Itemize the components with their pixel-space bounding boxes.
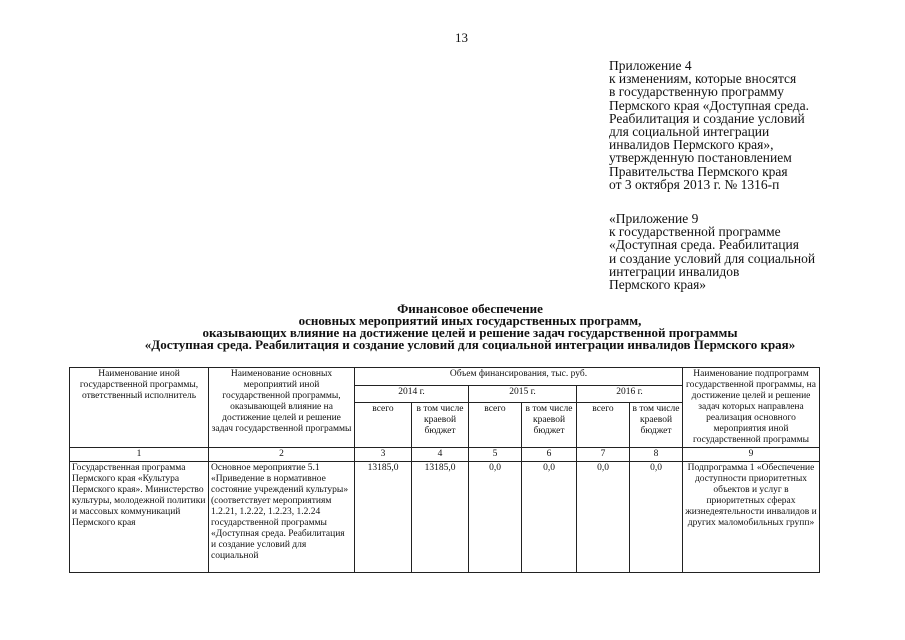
appendix-4-line: Реабилитация и создание условий bbox=[609, 110, 805, 126]
header-regional: в том числе краевой бюджет bbox=[522, 403, 577, 448]
column-number: 5 bbox=[469, 448, 522, 462]
appendix-4-header bbox=[609, 59, 809, 191]
financing-table bbox=[69, 367, 820, 573]
header-year-2014: 2014 г. bbox=[355, 385, 469, 403]
appendix-4-line: Правительства Пермского края bbox=[609, 163, 788, 179]
appendix-4-line: для социальной интеграции bbox=[609, 124, 770, 140]
page-number: 13 bbox=[455, 30, 468, 45]
cell-program: Государственная программа Пермского края «Культура Пермского края». Министерство культуры, молодежной политики и массовых коммуникаций Пермского края bbox=[70, 462, 209, 573]
header-total: всего bbox=[577, 403, 630, 448]
column-number: 7 bbox=[577, 448, 630, 462]
appendix-9-line: Пермского края» bbox=[609, 277, 707, 293]
cell-measure: Основное мероприятие 5.1 «Приведение в нормативное состояние учреждений культуры» (соответствует мероприятиям 1.2.21, 1.2.22, 1.2.23, 1.2.24 государственной программы «Доступная среда. Реабилитация и создание условий для социальной bbox=[209, 462, 355, 573]
appendix-4-line: Пермского края «Доступная среда. bbox=[609, 97, 809, 113]
appendix-9-line: интеграции инвалидов bbox=[609, 263, 740, 279]
appendix-4-line: в государственную программу bbox=[609, 84, 785, 100]
header-measure-name: Наименование основных мероприятий иной государственной программы, оказывающей влияние на достижение целей и решение задач государственной программы bbox=[209, 368, 355, 448]
title-line: оказывающих влияние на достижение целей и решение задач государственной программы bbox=[202, 325, 738, 340]
header-year-2015: 2015 г. bbox=[469, 385, 577, 403]
title-line: Финансовое обеспечение bbox=[397, 301, 543, 316]
column-number: 3 bbox=[355, 448, 412, 462]
appendix-9-header bbox=[609, 212, 815, 291]
header-subprogram-name: Наименование подпрограмм государственной программы, на достижение целей и решение задач которых направлена реализация основного мероприятия иной государственной программы bbox=[683, 368, 820, 448]
column-number: 1 bbox=[70, 448, 209, 462]
appendix-4-line: к изменениям, которые вносятся bbox=[609, 71, 797, 87]
cell-2015-total: 0,0 bbox=[469, 462, 522, 573]
cell-2014-total: 13185,0 bbox=[355, 462, 412, 573]
header-total: всего bbox=[355, 403, 412, 448]
cell-2016-regional: 0,0 bbox=[630, 462, 683, 573]
header-year-2016: 2016 г. bbox=[577, 385, 683, 403]
appendix-4-line: инвалидов Пермского края», bbox=[609, 137, 774, 153]
appendix-4-line: от 3 октября 2013 г. № 1316-п bbox=[609, 176, 780, 192]
column-number: 9 bbox=[683, 448, 820, 462]
document-title bbox=[70, 303, 870, 351]
cell-2015-regional: 0,0 bbox=[522, 462, 577, 573]
header-regional: в том числе краевой бюджет bbox=[630, 403, 683, 448]
header-regional: в том числе краевой бюджет bbox=[412, 403, 469, 448]
header-program-name: Наименование иной государственной программы, ответственный исполнитель bbox=[70, 368, 209, 448]
appendix-9-line: и создание условий для социальной bbox=[609, 250, 816, 266]
cell-subprogram: Подпрограмма 1 «Обеспечение доступности приоритетных объектов и услуг в приоритетных сферах жизнедеятельности инвалидов и других маломобильных групп» bbox=[683, 462, 820, 573]
header-funding: Объем финансирования, тыс. руб. bbox=[355, 368, 683, 386]
appendix-9-line: «Доступная среда. Реабилитация bbox=[609, 237, 799, 253]
column-number: 6 bbox=[522, 448, 577, 462]
appendix-9-line: к государственной программе bbox=[609, 224, 781, 240]
column-number-row bbox=[70, 448, 820, 462]
header-total: всего bbox=[469, 403, 522, 448]
appendix-4-line: утвержденную постановлением bbox=[609, 150, 792, 166]
title-line: основных мероприятий иных государственных программ, bbox=[298, 313, 642, 328]
title-line: «Доступная среда. Реабилитация и создание условий для социальной интеграции инвалидов Пермского края» bbox=[144, 337, 796, 352]
column-number: 4 bbox=[412, 448, 469, 462]
cell-2014-regional: 13185,0 bbox=[412, 462, 469, 573]
column-number: 8 bbox=[630, 448, 683, 462]
cell-2016-total: 0,0 bbox=[577, 462, 630, 573]
appendix-9-line: «Приложение 9 bbox=[609, 211, 699, 226]
table-row bbox=[70, 462, 820, 573]
appendix-4-line: Приложение 4 bbox=[609, 58, 692, 73]
column-number: 2 bbox=[209, 448, 355, 462]
